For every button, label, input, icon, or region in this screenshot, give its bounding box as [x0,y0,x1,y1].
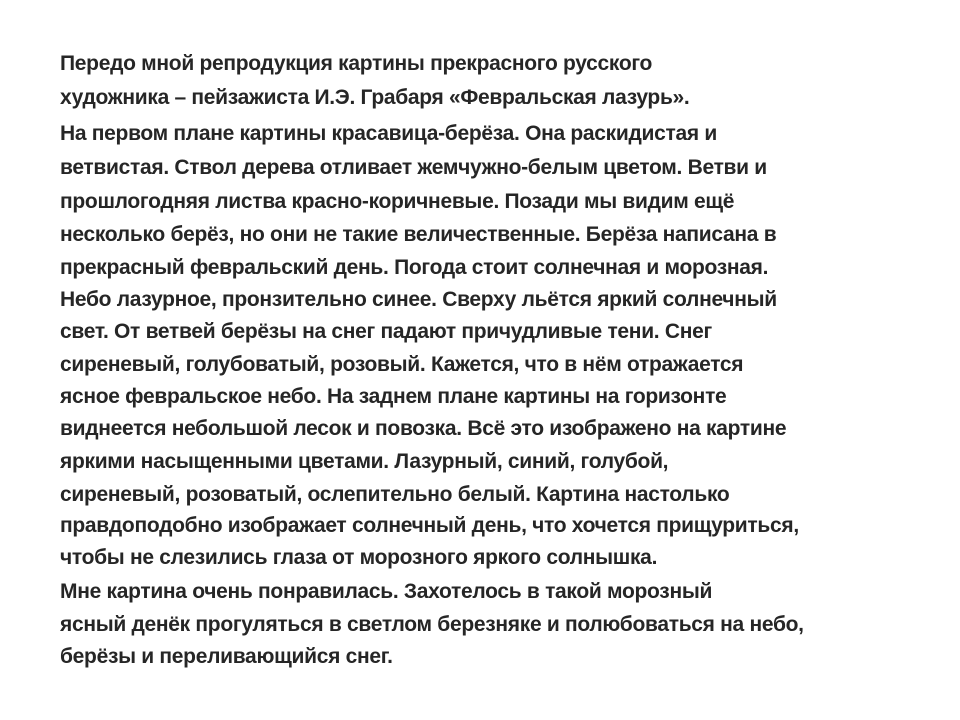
text-line: яркими насыщенными цветами. Лазурный, синий, голубой, [60,450,669,473]
text-line: прошлогодняя листва красно-коричневые. Позади мы видим ещё [60,190,735,213]
text-line: чтобы не слезились глаза от морозного яркого солнышка. [60,546,658,569]
text-line: На первом плане картины красавица-берёза. Она раскидистая и [60,122,717,145]
text-line: сиреневый, розоватый, ослепительно белый. Картина настолько [60,483,730,506]
text-line: берёзы и переливающийся снег. [60,645,393,668]
text-line: Мне картина очень понравилась. Захотелось в такой морозный [60,580,713,603]
text-line: свет. От ветвей берёзы на снег падают причудливые тени. Снег [60,320,712,343]
text-line: Передо мной репродукция картины прекрасного русского [60,52,653,75]
text-line: сиреневый, голубоватый, розовый. Кажется, что в нём отражается [60,353,744,376]
text-line: Небо лазурное, пронзительно синее. Сверху льётся яркий солнечный [60,288,777,311]
text-line: ясный денёк прогуляться в светлом березняке и полюбоваться на небо, [60,613,804,636]
text-line: виднеется небольшой лесок и повозка. Всё это изображено на картине [60,417,787,440]
text-line: прекрасный февральский день. Погода стоит солнечная и морозная. [60,256,769,279]
text-line: правдоподобно изображает солнечный день, что хочется прищуриться, [60,514,799,537]
text-line: художника – пейзажиста И.Э. Грабаря «Февральская лазурь». [60,86,690,109]
text-line: несколько берёз, но они не такие величественные. Берёза написана в [60,223,777,246]
text-line: ясное февральское небо. На заднем плане картины на горизонте [60,385,727,408]
text-line: ветвистая. Ствол дерева отливает жемчужно-белым цветом. Ветви и [60,156,767,179]
